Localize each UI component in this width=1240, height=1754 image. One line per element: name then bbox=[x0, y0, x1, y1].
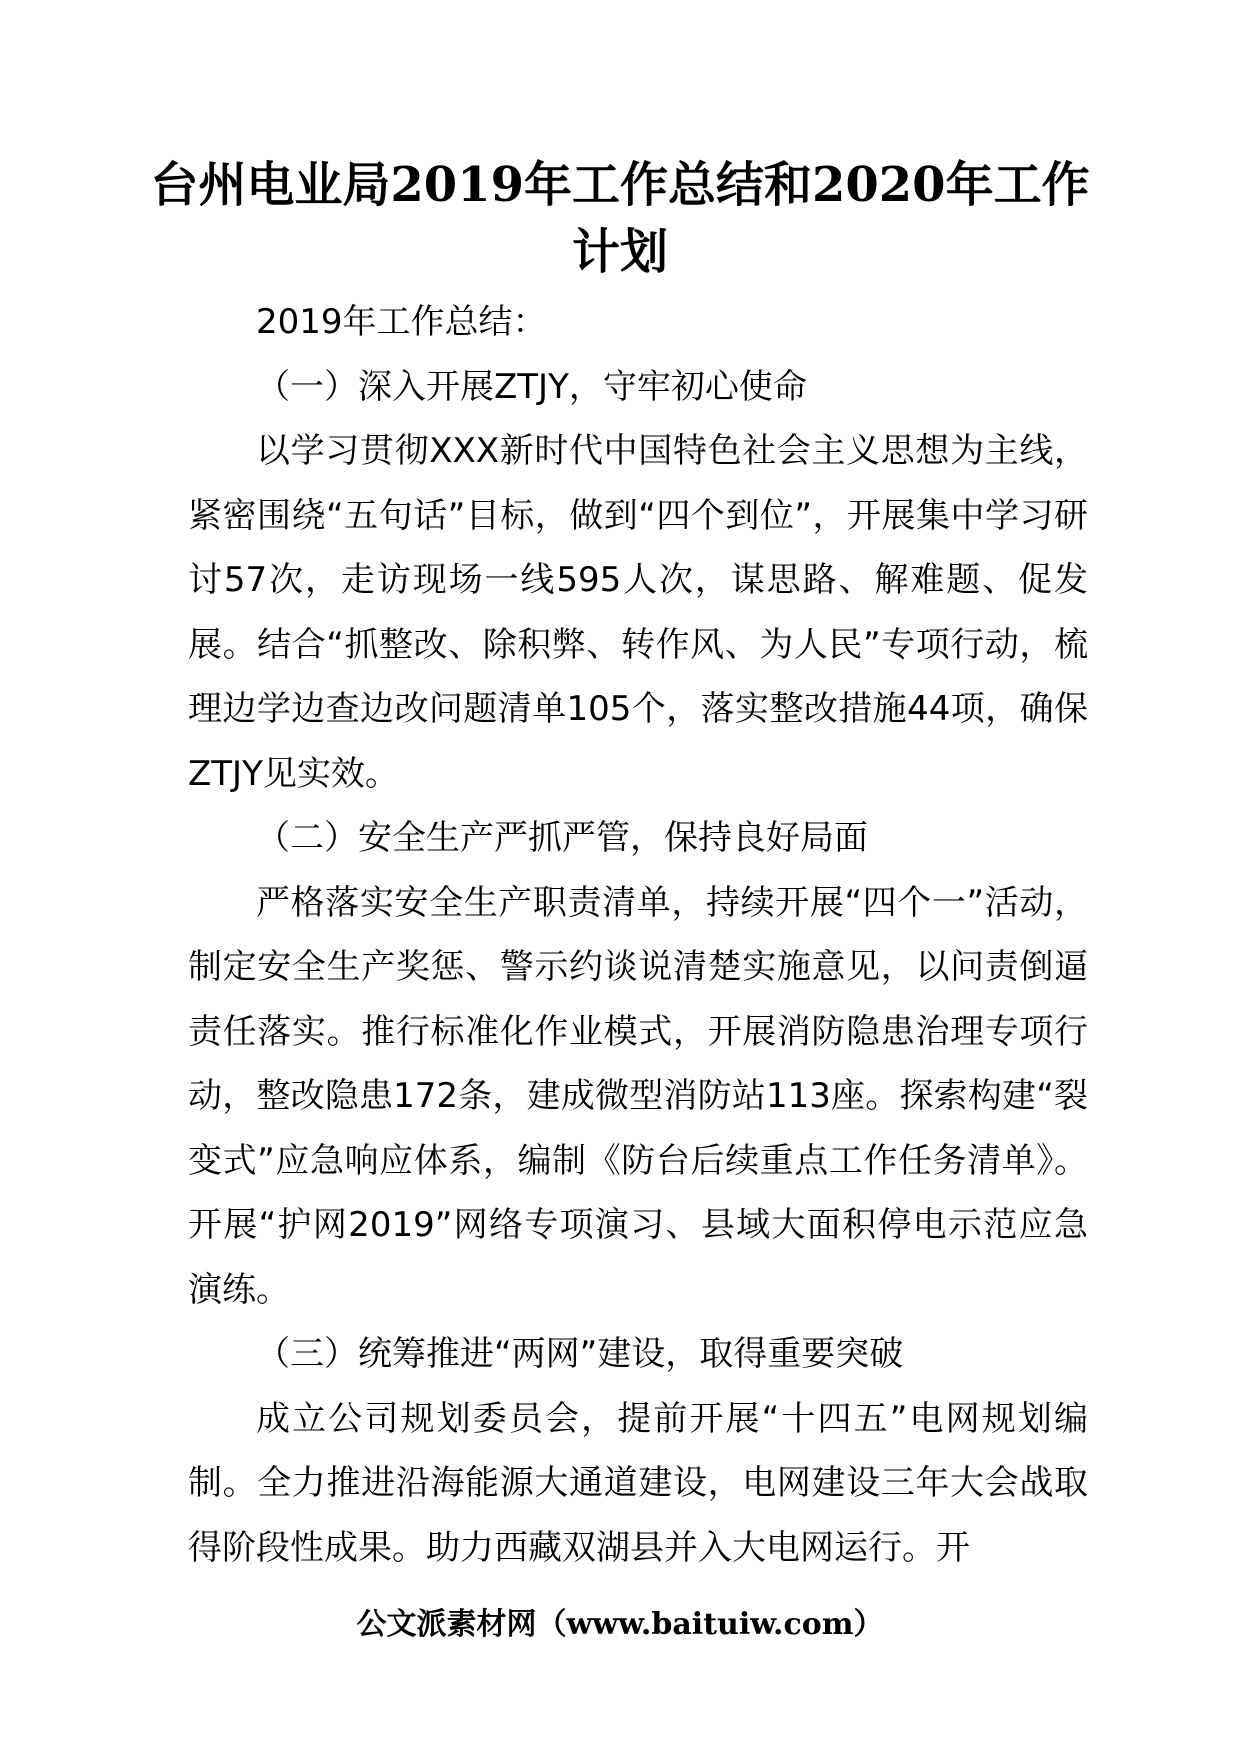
section-heading-2: （二）安全生产严抓严管，保持良好局面 bbox=[256, 818, 868, 858]
paragraph-3: 成立公司规划委员会，提前开展“十四五”电网规划编制。全力推进沿海能源大通道建设，电网建设三年大会战取得阶段性成果。助力西藏双湖县并入大电网运行。开 bbox=[188, 1398, 1088, 1568]
paragraph-2: 严格落实安全生产职责清单，持续开展“四个一”活动，制定安全生产奖惩、警示约谈说清楚实施意见，以问责倒逼责任落实。推行标准化作业模式，开展消防隐患治理专项行动，整改隐患172条，建成微型消防站113座。探索构建“裂变式”应急响应体系，编制《防台后续重点工作任务清单》。开展“护网2019”网络专项演习、县域大面积停电示范应急演练。 bbox=[188, 882, 1088, 1310]
section-heading-3: （三）统筹推进“两网”建设，取得重要突破 bbox=[256, 1334, 904, 1374]
paragraph-1: 以学习贯彻XXX新时代中国特色社会主义思想为主线，紧密围绕“五句话”目标，做到“四个到位”，开展集中学习研讨57次，走访现场一线595人次，谋思路、解难题、促发展。结合“抓整改、除积弊、转作风、为人民”专项行动，梳理边学边查边改问题清单105个，落实整改措施44项，确保ZTJY见实效。 bbox=[188, 431, 1088, 794]
section-heading-1: （一）深入开展ZTJY，守牢初心使命 bbox=[256, 366, 807, 407]
document-body bbox=[188, 290, 1088, 1580]
document-title: 台州电业局2019年工作总结和2020年工作计划 bbox=[150, 157, 1090, 280]
footer-watermark: 公文派素材网（www.baituiw.com） bbox=[356, 1607, 884, 1642]
section-heading-summary: 2019年工作总结： bbox=[256, 302, 547, 342]
